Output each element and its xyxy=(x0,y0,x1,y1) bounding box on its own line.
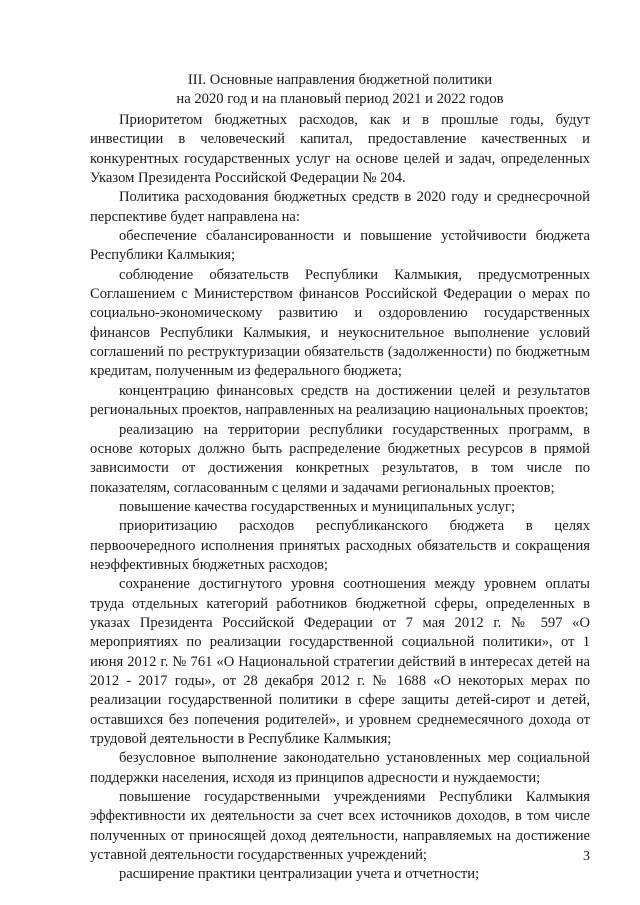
paragraph: обеспечение сбалансированности и повышение устойчивости бюджета Республики Калмыкия; xyxy=(90,228,590,264)
paragraph: сохранение достигнутого уровня соотношения между уровнем оплаты труда отдельных категорий работников бюджетной сферы, определенных в указах Президента Российской Федерации от 7 мая 2012 г. № 597 «О мероприятиях по реализации государственной социальной политики», от 1 июня 2012 г. № 761 «О Национальной стратегии действий в интересах детей на 2012 - 2017 годы», от 28 декабря 2012 г. № 1688 «О некоторых мерах по реализации государственной политики в сфере защиты детей-сирот и детей, оставшихся без попечения родителей», и уровнем среднемесячного дохода от трудовой деятельности в Республике Калмыкия; xyxy=(90,576,590,747)
section-heading-line-2: на 2020 год и на плановый период 2021 и 2022 годов xyxy=(176,91,504,107)
paragraph: Политика расходования бюджетных средств в 2020 году и среднесрочной перспективе будет направлена на: xyxy=(90,189,590,225)
paragraph: безусловное выполнение законодательно установленных мер социальной поддержки населения, исходя из принципов адресности и нуждаемости; xyxy=(90,750,590,786)
paragraph: соблюдение обязательств Республики Калмыкия, предусмотренных Соглашением с Министерством финансов Российской Федерации о мерах по социально-экономическому развитию и оздоровлению государственных финансов Республики Калмыкия, и неукоснительное выполнение условий соглашений по реструктуризации обязательств (задолженности) по бюджетным кредитам, полученным из федерального бюджета; xyxy=(90,266,590,380)
section-heading-line-1: III. Основные направления бюджетной политики xyxy=(187,72,493,88)
paragraph: приоритизацию расходов республиканского бюджета в целях первоочередного исполнения принятых расходных обязательств и сокращения неэффективных бюджетных расходов; xyxy=(90,518,590,573)
paragraph: повышение государственными учреждениями Республики Калмыкия эффективности их деятельности за счет всех источников доходов, в том числе полученных от приносящей доход деятельности, направляемых на достижение уставной деятельности государственных учреждений; xyxy=(90,789,590,864)
paragraph: расширение практики централизации учета и отчетности; xyxy=(119,866,480,883)
paragraph: реализацию на территории республики государственных программ, в основе которых должно быть распределение бюджетных ресурсов в прямой зависимости от достижения конкретных результатов, в том числе по показателям, согласованным с целями и задачами региональных проектов; xyxy=(90,421,590,496)
page-number: 3 xyxy=(583,849,590,864)
paragraph: повышение качества государственных и муниципальных услуг; xyxy=(119,498,516,515)
paragraph: Приоритетом бюджетных расходов, как и в прошлые годы, будут инвестиции в человеческий капитал, предоставление качественных и конкурентных государственных услуг на основе целей и задач, определенных Указом Президента Российской Федерации № 204. xyxy=(90,112,590,187)
document-body xyxy=(90,111,590,885)
paragraph: концентрацию финансовых средств на достижении целей и результатов региональных проектов, направленных на реализацию национальных проектов; xyxy=(90,382,590,419)
